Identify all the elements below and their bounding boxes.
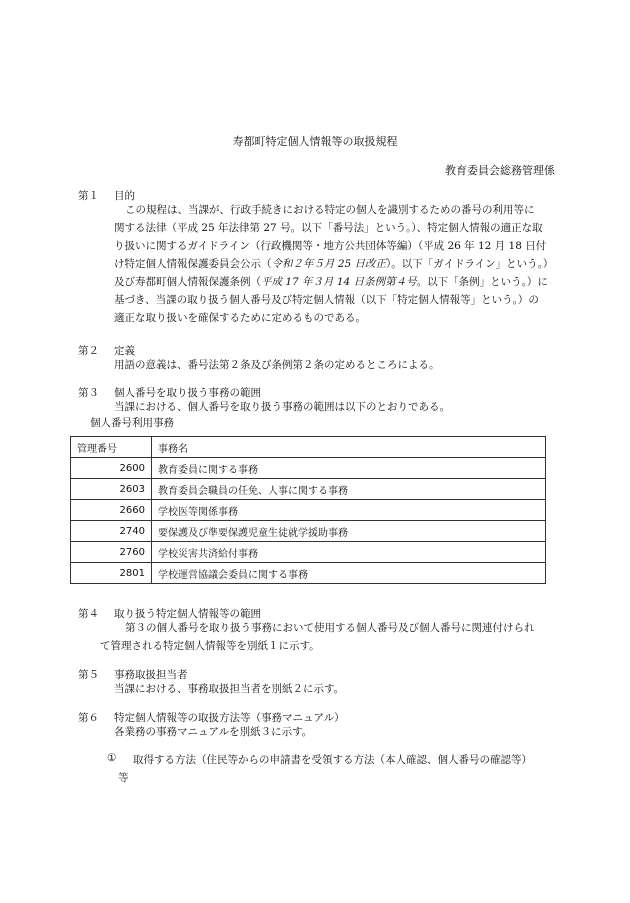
row-name: 学校医等関係事務 (152, 500, 546, 521)
row-code: 2603 (71, 479, 152, 500)
section-1-line-4: け特定個人情報保護委員会公示（令和２年５月 25 日改正）。以下「ガイドライン」という。） (114, 258, 554, 270)
table-row (71, 542, 546, 563)
table-row (71, 563, 546, 584)
list-item-marker: ① (107, 752, 117, 764)
section-3-title: 個人番号を取り扱う事務の範囲 (114, 387, 261, 399)
section-6-title: 特定個人情報等の取扱方法等（事務マニュアル） (114, 712, 345, 724)
section-2-line-1: 用語の意義は、番号法第２条及び条例第２条の定めるところによる。 (114, 359, 440, 371)
section-5-number: 第５ (78, 669, 99, 681)
row-code: 2740 (71, 521, 152, 542)
row-code: 2760 (71, 542, 152, 563)
section-1-line-7: 適正な取り扱いを確保するために定めるものである。 (114, 312, 366, 324)
row-name: 学校運営協議会委員に関する事務 (152, 563, 546, 584)
section-6-number: 第６ (78, 712, 99, 724)
section-2-number: 第２ (78, 345, 99, 357)
row-name: 学校災害共済給付事務 (152, 542, 546, 563)
section-1-number: 第１ (78, 190, 99, 202)
list-item-continuation: 等 (118, 772, 129, 784)
section-1-line-3: り扱いに関するガイドライン（行政機関等・地方公共団体等編）（平成 26 年 12 月 18 日付 (114, 240, 547, 252)
table-caption: 個人番号利用事務 (90, 417, 174, 429)
table-header-row (71, 437, 546, 458)
table-row (71, 479, 546, 500)
row-name: 要保護及び準要保護児童生徒就学援助事務 (152, 521, 546, 542)
section-5-title: 事務取扱担当者 (114, 669, 188, 681)
section-1-line-2: 関する法律（平成 25 年法律第 27 号。以下「番号法」という。）、特定個人情報の適正な取 (114, 222, 543, 234)
section-4-line-1: 第３の個人番号を取り扱う事務において使用する個人番号及び個人番号に関連付けられ (125, 622, 535, 634)
section-1-title: 目的 (114, 190, 135, 202)
table-row (71, 500, 546, 521)
section-1-line-6: 基づき、当課の取り扱う個人番号及び特定個人情報（以下「特定個人情報等」という。）の (114, 294, 539, 306)
row-code: 2660 (71, 500, 152, 521)
amendment-date: 令和２年５月 25 日改正 (271, 258, 387, 270)
header-name: 事務名 (152, 437, 546, 458)
section-3-number: 第３ (78, 387, 99, 399)
ordinance-date: 平成 17 年３月 14 日条例第４号 (261, 276, 417, 288)
section-4-title: 取り扱う特定個人情報等の範囲 (114, 608, 261, 620)
table-row (71, 458, 546, 479)
page-title: 寿都町特定個人情報等の取扱規程 (232, 135, 398, 148)
office-work-table (70, 436, 546, 584)
section-5-line-1: 当課における、事務取扱担当者を別紙２に示す。 (114, 683, 345, 695)
department-name: 教育委員会総務管理係 (445, 164, 555, 177)
section-2-title: 定義 (114, 345, 135, 357)
row-name: 教育委員に関する事務 (152, 458, 546, 479)
section-3-line-1: 当課における、個人番号を取り扱う事務の範囲は以下のとおりである。 (114, 401, 450, 413)
row-code: 2600 (71, 458, 152, 479)
table-row (71, 521, 546, 542)
row-code: 2801 (71, 563, 152, 584)
section-6-line-1: 各業務の事務マニュアルを別紙３に示す。 (114, 726, 313, 738)
section-4-number: 第４ (78, 608, 99, 620)
row-name: 教育委員会職員の任免、人事に関する事務 (152, 479, 546, 500)
section-4-line-2: て管理される特定個人情報等を別紙１に示す。 (100, 640, 320, 652)
section-1-line-5: 及び寿都町個人情報保護条例（平成 17 年３月 14 日条例第４号。以下「条例」という。）に (114, 276, 548, 288)
header-code: 管理番号 (71, 437, 152, 458)
section-1-line-1: この規程は、当課が、行政手続きにおける特定の個人を識別するための番号の利用等に (125, 204, 535, 216)
list-item-text: 取得する方法（住民等からの申請書を受領する方法（本人確認、個人番号の確認等） (133, 754, 532, 766)
